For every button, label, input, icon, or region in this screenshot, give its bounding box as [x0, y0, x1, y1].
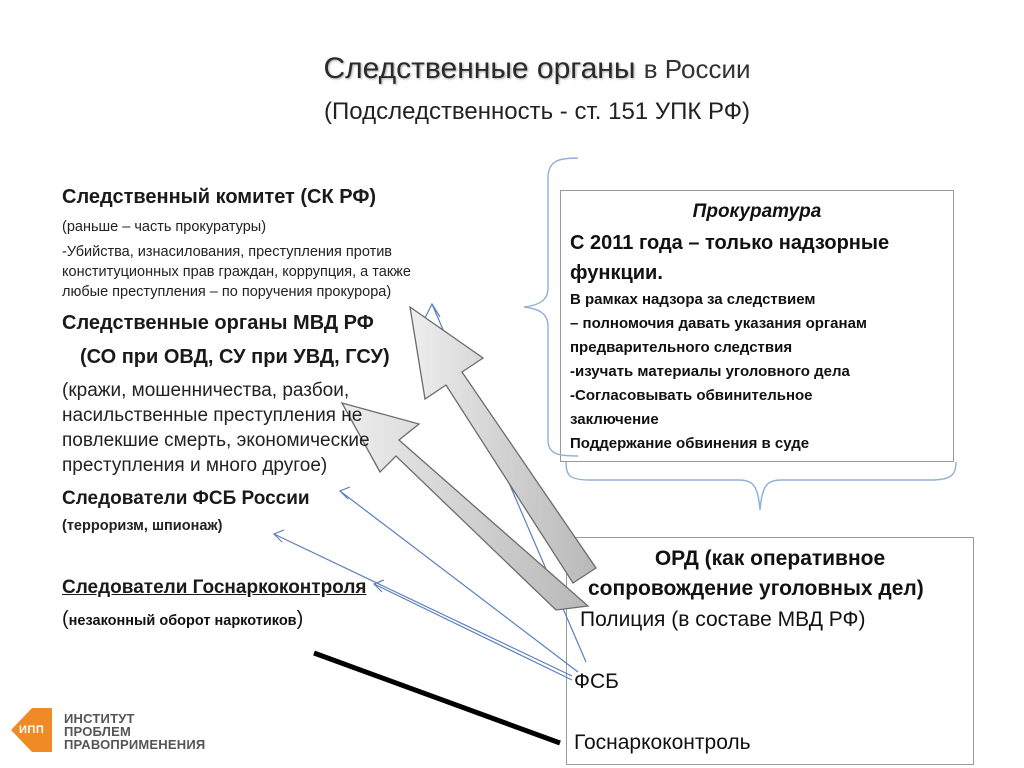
ord-head-2: сопровождение уголовных дел): [588, 577, 924, 600]
prokuratura-line3: В рамках надзора за следствием: [570, 291, 816, 308]
mvd-sub: (СО при ОВД, СУ при УВД, ГСУ): [80, 346, 390, 368]
ord-item-police: Полиция (в составе МВД РФ): [580, 608, 866, 631]
prokuratura-title: Прокуратура: [692, 201, 822, 222]
prokuratura-bottom-brace: [566, 462, 956, 510]
logo-line3: ПРАВОПРИМЕНЕНИЯ: [64, 737, 206, 752]
gnk-desc-line: [62, 608, 303, 631]
logo-line2: ПРОБЛЕМ: [64, 724, 131, 739]
page-subtitle: (Подследственность - ст. 151 УПК РФ): [324, 98, 750, 125]
fsb-desc: (терроризм, шпионаж): [62, 518, 223, 534]
sk-heading: Следственный комитет (СК РФ): [62, 186, 377, 208]
title-main: Следственные органы: [323, 52, 636, 85]
mvd-desc-1: (кражи, мошенничества, разбои,: [62, 380, 350, 401]
prokuratura-line4: – полномочия давать указания органам: [570, 315, 868, 332]
ord-head-1: ОРД (как оперативное: [654, 547, 886, 570]
logo-badge-label: ИПП: [19, 724, 45, 736]
black-line-gnk: [314, 653, 560, 743]
mvd-desc-3: повлекшие смерть, экономические: [62, 430, 370, 451]
mvd-heading: Следственные органы МВД РФ: [62, 312, 374, 334]
prokuratura-line1: С 2011 года – только надзорные: [570, 232, 890, 254]
logo-text: [64, 712, 205, 751]
logo-line1: ИНСТИТУТ: [64, 711, 135, 726]
prokuratura-line6: -изучать материалы уголовного дела: [570, 363, 850, 380]
prokuratura-line2: функции.: [570, 262, 663, 284]
gnk-paren-open: (: [62, 608, 69, 630]
sk-desc-2: конституционных прав граждан, коррупция, а также: [62, 264, 411, 280]
sk-desc-1: -Убийства, изнасилования, преступления против: [62, 244, 393, 260]
fsb-heading: Следователи ФСБ России: [62, 488, 310, 509]
mvd-desc-2: насильственные преступления не: [62, 405, 363, 426]
title-rest: в России: [643, 54, 751, 84]
sk-desc-3: любые преступления – по поручения прокурора): [62, 284, 392, 300]
gnk-heading: Следователи Госнаркоконтроля: [62, 577, 367, 598]
prokuratura-line8: заключение: [570, 411, 659, 428]
arrow-fsb-to-gnk: [374, 584, 572, 680]
gnk-desc: незаконный оборот наркотиков: [68, 613, 297, 629]
prokuratura-line5: предварительного следствия: [570, 339, 793, 356]
prokuratura-line9: Поддержание обвинения в суде: [570, 435, 810, 452]
prokuratura-line7: -Согласовывать обвинительное: [570, 387, 813, 404]
gnk-paren-close: ): [296, 608, 304, 630]
mvd-desc-4: преступления и много другое): [62, 455, 328, 476]
ord-item-gnk: Госнаркоконтроль: [574, 731, 751, 754]
ord-item-fsb: ФСБ: [574, 670, 619, 693]
sk-note: (раньше – часть прокуратуры): [62, 219, 267, 235]
